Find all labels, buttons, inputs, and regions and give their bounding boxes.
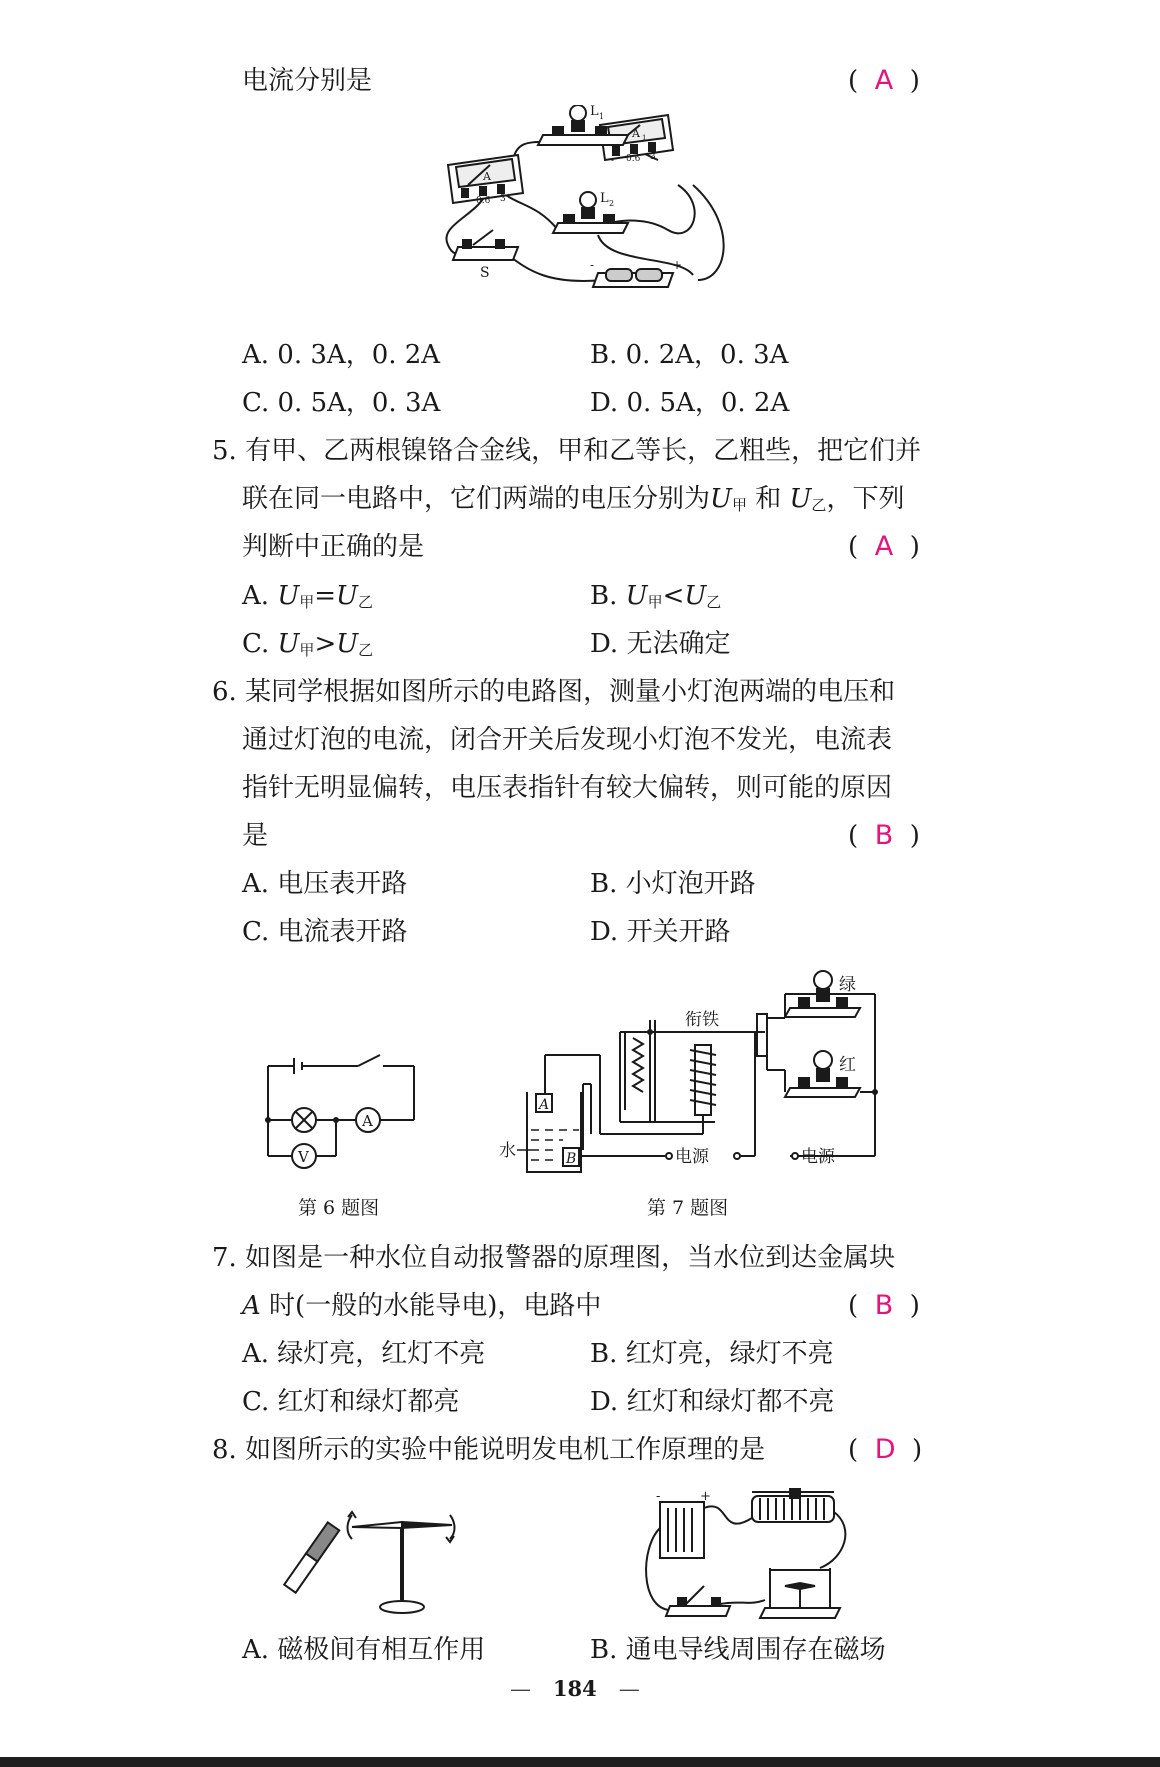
page-number-value: 184 bbox=[552, 1676, 597, 1701]
q8-figure-b-oersted-setup bbox=[640, 1488, 860, 1628]
svg-text:-: - bbox=[611, 156, 615, 166]
svg-text:3: 3 bbox=[650, 152, 656, 162]
svg-text:A: A bbox=[632, 127, 640, 140]
q7-option-c[interactable]: C. 红灯和绿灯都亮 bbox=[242, 1387, 460, 1417]
q5-stem-line2: 联在同一电路中，它们两端的电压分别为$U_甲$ 和 $U_乙$，下列 bbox=[242, 484, 905, 514]
svg-text:2: 2 bbox=[609, 199, 615, 208]
svg-text:0.6: 0.6 bbox=[476, 196, 491, 206]
q5-option-a[interactable]: A. $U_甲=U_乙$ bbox=[242, 581, 373, 611]
svg-text:0.6: 0.6 bbox=[626, 154, 641, 164]
q6-option-a[interactable]: A. 电压表开路 bbox=[242, 869, 408, 899]
q5-stem-line3: 判断中正确的是 bbox=[242, 532, 425, 562]
q6-answer: ( B ) bbox=[848, 820, 920, 851]
q8-option-b[interactable]: B. 通电导线周围存在磁场 bbox=[590, 1635, 886, 1665]
bottom-edge-bar bbox=[0, 1757, 1160, 1767]
q7-water-alarm-diagram bbox=[485, 960, 885, 1180]
q4-circuit-figure bbox=[428, 105, 728, 315]
q8-figure-a-magnet-needle bbox=[280, 1495, 480, 1625]
q6-option-c[interactable]: C. 电流表开路 bbox=[242, 917, 408, 947]
q4-answer-letter: A bbox=[874, 65, 894, 96]
svg-text:水: 水 bbox=[499, 1141, 516, 1161]
q6-option-d[interactable]: D. 开关开路 bbox=[590, 917, 731, 947]
q5-option-b[interactable]: B. $U_甲<U_乙$ bbox=[590, 581, 722, 611]
svg-text:B: B bbox=[566, 1151, 577, 1167]
q6-option-b[interactable]: B. 小灯泡开路 bbox=[590, 869, 756, 899]
svg-text:+: + bbox=[700, 1489, 711, 1504]
svg-text:-: - bbox=[656, 1489, 661, 1504]
svg-text:+: + bbox=[672, 258, 683, 272]
q4-option-c[interactable]: C. 0. 5A，0. 3A bbox=[242, 388, 441, 418]
q6-circuit-diagram bbox=[258, 1050, 428, 1170]
svg-text:1: 1 bbox=[599, 112, 605, 121]
svg-text:V: V bbox=[298, 1148, 309, 1166]
q5-stem-line1: 5. 有甲、乙两根镍铬合金线，甲和乙等长，乙粗些，把它们并 bbox=[212, 436, 922, 466]
q6-stem-line4: 是 bbox=[242, 821, 269, 851]
q6-answer-letter: B bbox=[874, 820, 894, 851]
q7-stem-line2: A 时(一般的水能导电)，电路中 bbox=[242, 1291, 602, 1321]
q8-answer: ( D ) bbox=[848, 1434, 923, 1465]
svg-text:1: 1 bbox=[642, 134, 647, 142]
q6-figure-caption: 第 6 题图 bbox=[298, 1197, 380, 1219]
svg-text:S: S bbox=[480, 265, 490, 281]
q5-answer-letter: A bbox=[874, 531, 894, 562]
q8-stem-line1: 8. 如图所示的实验中能说明发电机工作原理的是 bbox=[212, 1435, 766, 1465]
svg-text:-: - bbox=[590, 258, 595, 272]
svg-text:电源: 电源 bbox=[675, 1147, 709, 1167]
svg-text:A: A bbox=[362, 1112, 373, 1130]
q7-stem-line1: 7. 如图是一种水位自动报警器的原理图，当水位到达金属块 bbox=[212, 1243, 896, 1273]
q5-answer: ( A ) bbox=[848, 531, 920, 562]
page-number: — 184 — bbox=[510, 1676, 640, 1701]
q6-stem-line3: 指针无明显偏转，电压表指针有较大偏转，则可能的原因 bbox=[242, 773, 893, 803]
svg-text:电源: 电源 bbox=[801, 1147, 835, 1167]
svg-text:L: L bbox=[590, 105, 599, 119]
q7-figure-caption: 第 7 题图 bbox=[647, 1197, 729, 1219]
q4-option-a[interactable]: A. 0. 3A，0. 2A bbox=[242, 340, 441, 370]
q5-option-d[interactable]: D. 无法确定 bbox=[590, 629, 731, 659]
q8-answer-letter: D bbox=[874, 1434, 896, 1465]
q7-option-d[interactable]: D. 红灯和绿灯都不亮 bbox=[590, 1387, 835, 1417]
svg-text:A: A bbox=[539, 1097, 550, 1113]
svg-text:3: 3 bbox=[500, 194, 506, 204]
svg-text:-: - bbox=[458, 198, 462, 208]
q5-option-c[interactable]: C. $U_甲>U_乙$ bbox=[242, 629, 374, 659]
svg-text:A: A bbox=[483, 170, 491, 183]
q4-option-b[interactable]: B. 0. 2A，0. 3A bbox=[590, 340, 789, 370]
q7-answer: ( B ) bbox=[848, 1290, 920, 1321]
q6-stem-line1: 6. 某同学根据如图所示的电路图，测量小灯泡两端的电压和 bbox=[212, 677, 896, 707]
svg-text:L: L bbox=[600, 191, 609, 206]
svg-text:绿: 绿 bbox=[839, 975, 856, 995]
svg-text:红: 红 bbox=[839, 1055, 856, 1075]
q4-answer: ( A ) bbox=[848, 65, 920, 96]
q4-stem-tail: 电流分别是 bbox=[242, 66, 373, 96]
q4-option-d[interactable]: D. 0. 5A，0. 2A bbox=[590, 388, 790, 418]
q7-option-b[interactable]: B. 红灯亮，绿灯不亮 bbox=[590, 1339, 834, 1369]
q7-option-a[interactable]: A. 绿灯亮，红灯不亮 bbox=[242, 1339, 486, 1369]
q6-stem-line2: 通过灯泡的电流，闭合开关后发现小灯泡不发光，电流表 bbox=[242, 725, 893, 755]
q8-option-a[interactable]: A. 磁极间有相互作用 bbox=[242, 1635, 486, 1665]
svg-text:衔铁: 衔铁 bbox=[685, 1010, 719, 1030]
q7-answer-letter: B bbox=[874, 1290, 894, 1321]
